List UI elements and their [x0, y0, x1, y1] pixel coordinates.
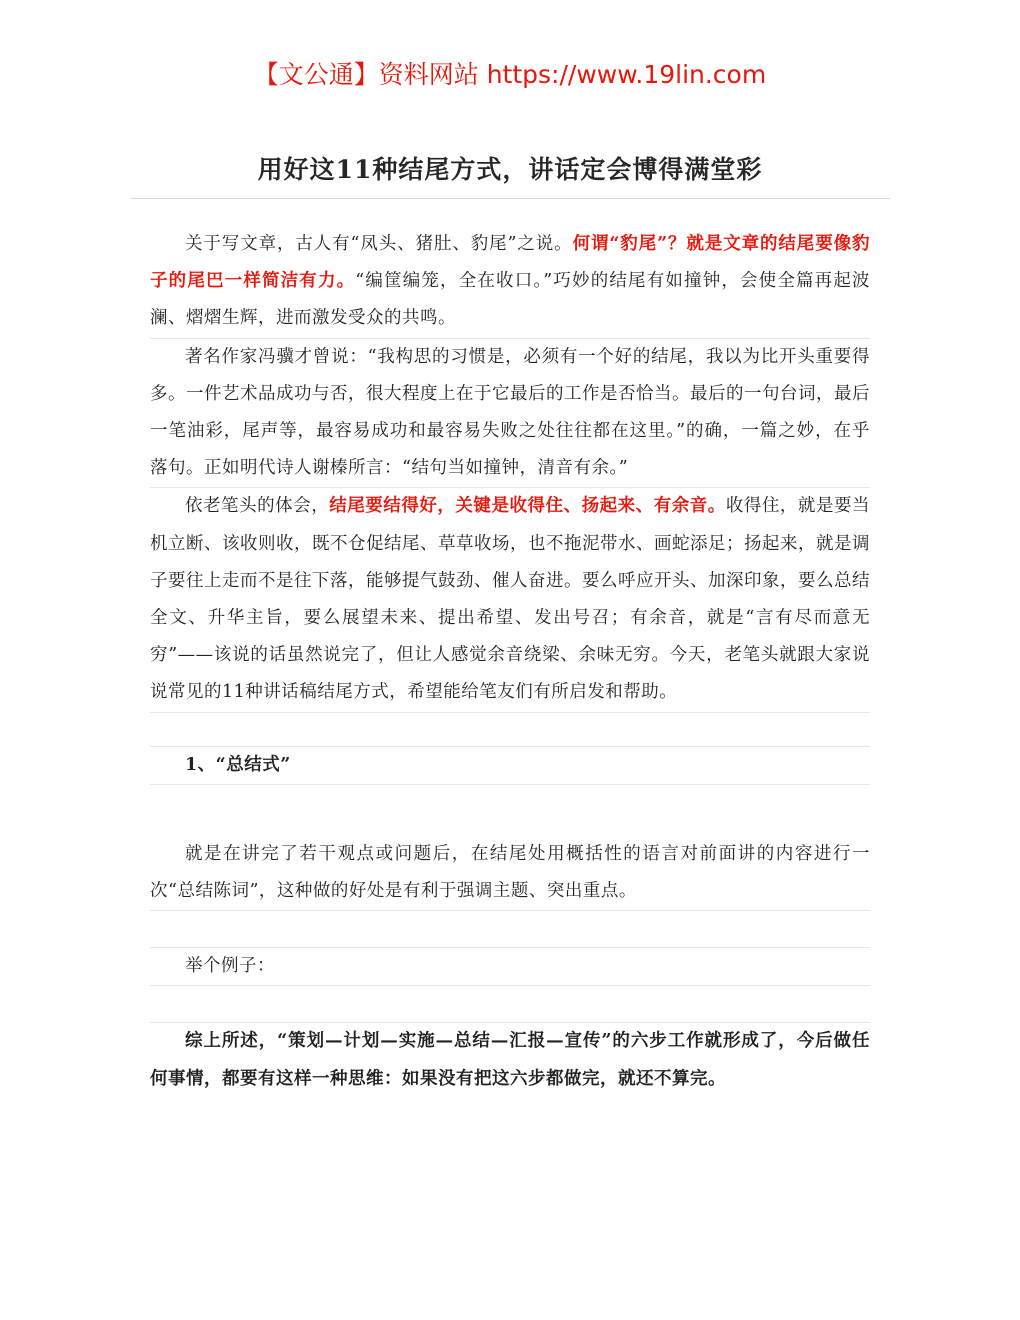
example-label: 举个例子：: [150, 948, 870, 986]
paragraph-summary-definition: 就是在讲完了若干观点或问题后，在结尾处用概括性的语言对前面讲的内容进行一次“总结陈词”，这种做的好处是有利于强调主题、突出重点。: [150, 836, 870, 911]
header-site-link[interactable]: 【文公通】资料网站 https://www.19lin.com: [253, 60, 767, 89]
document-body: [150, 226, 870, 1098]
spacer-rule: [150, 986, 870, 1023]
document-title: 用好这11种结尾方式，讲话定会博得满堂彩: [257, 155, 763, 184]
title-divider: [130, 198, 890, 199]
experience-highlight: 结尾要结得好，关键是收得住、扬起来、有余音。: [329, 496, 726, 517]
intro-text: 关于写文章，古人有“凤头、猪肚、豹尾”之说。: [185, 234, 573, 254]
intro-highlight: 何谓“豹尾”？就是文章的结尾要像豹子的尾巴一样简洁有力。: [150, 234, 870, 292]
intro-text-end: “编筐编笼，全在收口。”巧妙的结尾有如撞钟，会使全篇再起波澜、熠熠生辉，进而激发受众的共鸣。: [150, 271, 870, 329]
spacer-rule: [150, 911, 870, 948]
paragraph-intro: [150, 226, 870, 339]
example-conclusion: 综上所述，“策划—计划—实施—总结—汇报—宣传”的六步工作就形成了，今后做任何事情，都要有这样一种思维：如果没有把这六步都做完，就还不算完。: [150, 1031, 870, 1089]
experience-text-end: 收得住，就是要当机立断、该收则收，既不仓促结尾、草草收场，也不拖泥带水、画蛇添足；扬起来，就是调子要往上走而不是往下落，能够提气鼓劲、催人奋进。要么呼应开头、加深印象，要么总结全文、升华主旨，要么展望未来、提出希望、发出号召；有余音，就是“言有尽而意无穷”——该说的话虽然说完了，但让人感觉余音绕梁、余味无穷。今天，老笔头就跟大家说说常见的11种讲话稿结尾方式，希望能给笔友们有所启发和帮助。: [150, 496, 871, 703]
section-heading-summary: 1、“总结式”: [150, 747, 870, 785]
spacer: [150, 785, 870, 836]
experience-text: 依老笔头的体会，: [185, 496, 330, 517]
paragraph-quote: 著名作家冯骥才曾说：“我构思的习惯是，必须有一个好的结尾，我以为比开头重要得多。一件艺术品成功与否，很大程度上在于它最后的工作是否恰当。最后的一句台词，最后一笔油彩，尾声等，最容易成功和最容易失败之处往往都在这里。”的确，一篇之妙，在乎落句。正如明代诗人谢榛所言：“结句当如撞钟，清音有余。”: [150, 339, 870, 489]
spacer-rule: [150, 713, 870, 747]
paragraph-experience: [150, 488, 870, 712]
